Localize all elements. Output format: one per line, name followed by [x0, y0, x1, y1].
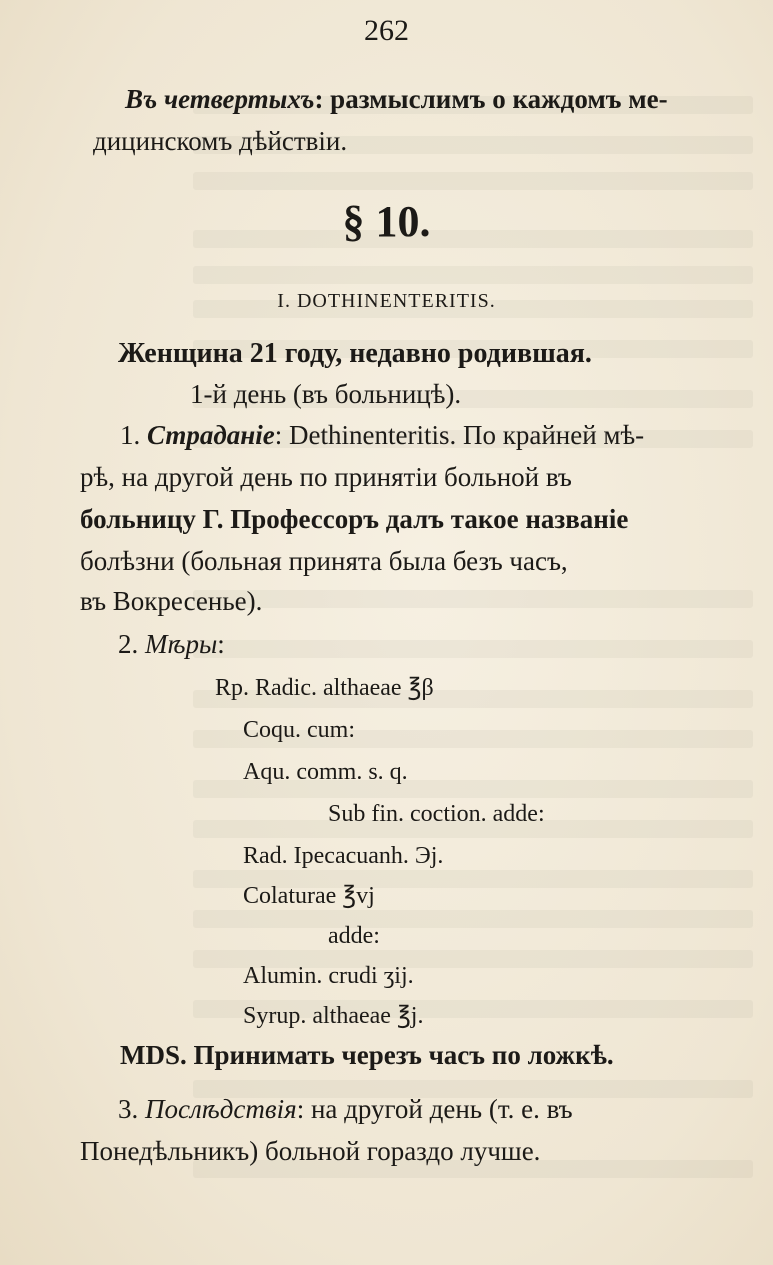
item1-line-2: рѣ, на другой день по принятіи больной въ	[80, 462, 572, 492]
item1-text-1: : Dethinenteritis. По крайней мѣ-	[274, 420, 645, 450]
item2-colon: :	[217, 629, 225, 659]
item1-line-5: въ Вокресенье).	[80, 586, 263, 616]
patient-day: 1-й день (въ больницѣ).	[190, 379, 462, 409]
intro-line-1	[125, 82, 668, 116]
rx-line: Rp. Radic. althaeae ℥β	[215, 675, 434, 701]
item1-line-3: больницу Г. Профессоръ далъ такое названіе	[80, 504, 629, 534]
rx-line: Coqu. cum:	[243, 717, 355, 743]
item3-text-1: : на другой день (т. е. въ	[296, 1094, 573, 1124]
page-number: 262	[364, 14, 409, 47]
case-title: I. DOTHINENTERITIS.	[277, 290, 496, 312]
rx-line: Aqu. comm. s. q.	[243, 759, 408, 785]
rx-line: Colaturae ℥vj	[243, 883, 375, 909]
rx-line: adde:	[328, 923, 380, 949]
item2-heading	[118, 627, 225, 661]
section-heading: § 10.	[342, 197, 431, 246]
item3-number: 3.	[118, 1094, 139, 1124]
rx-line: Syrup. althaeae ℥j.	[243, 1003, 424, 1029]
patient-description: Женщина 21 году, недавно родившая.	[118, 338, 592, 369]
mds-line: MDS. Принимать черезъ часъ по ложкѣ.	[120, 1040, 614, 1070]
intro-heading: Въ четвертыхъ	[125, 84, 315, 114]
item3-line-2: Понедѣльникъ) больной гораздо лучше.	[80, 1136, 541, 1166]
item3-label: Послѣдствія	[145, 1094, 297, 1124]
item1-line-4: болѣзни (больная принята была безъ часъ,	[80, 546, 568, 576]
item1-label: Страданіе	[147, 420, 275, 450]
intro-line-2: дицинскомъ дѣйствіи.	[93, 126, 348, 156]
item2-number: 2.	[118, 629, 139, 659]
intro-text-1: : размыслимъ о каждомъ ме-	[314, 84, 668, 114]
item2-label: Мѣры	[145, 629, 218, 659]
rx-line: Sub fin. coction. adde:	[328, 801, 545, 827]
item1-number: 1.	[120, 420, 141, 450]
rx-line: Rad. Ipecacuanh. Эj.	[243, 843, 444, 869]
rx-line: Alumin. crudi ʒij.	[243, 963, 414, 989]
item1-line-1	[120, 418, 644, 452]
item3-line-1	[118, 1092, 573, 1126]
